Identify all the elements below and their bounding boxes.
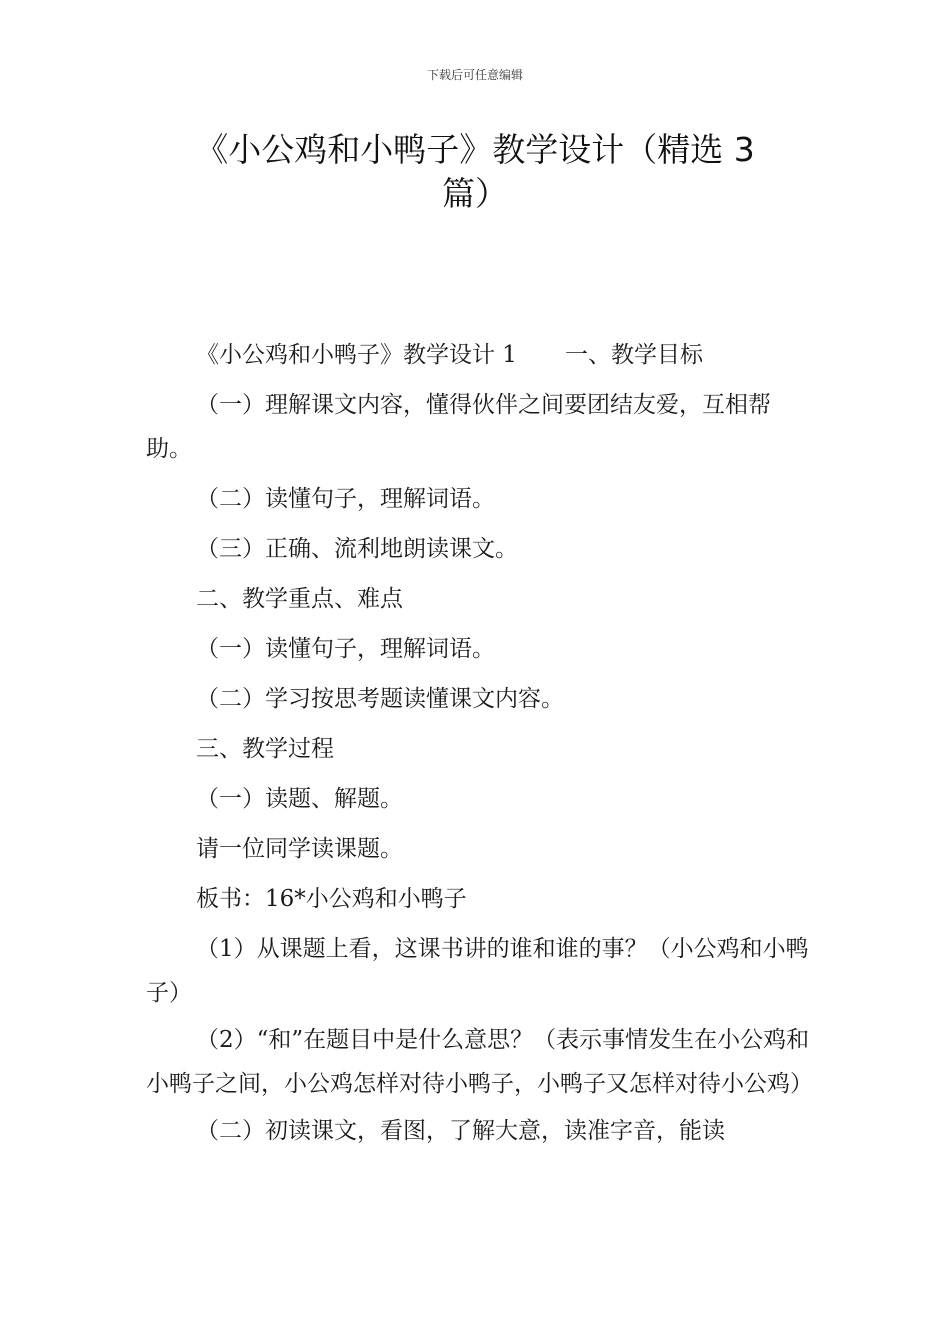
section-heading: 一、教学目标: [564, 342, 703, 368]
title-line-1: 《小公鸡和小鸭子》教学设计（精选 3: [195, 130, 755, 169]
document-body: [146, 330, 813, 1156]
section-heading: 三、教学过程: [196, 736, 334, 762]
paragraph: （1）从课题上看，这课书讲的谁和谁的事？（小公鸡和小鸭子）: [146, 936, 809, 1006]
paragraph: （二）读懂句子，理解词语。: [196, 486, 495, 512]
paragraph: （二）初读课文，看图，了解大意，读准字音，能读: [196, 1118, 725, 1144]
paragraph: （一）读题、解题。: [196, 786, 403, 812]
page-header: 下载后可任意编辑: [426, 68, 523, 82]
paragraph: （一）理解课文内容，懂得伙伴之间要团结友爱，互相帮助。: [146, 392, 771, 462]
document-title: [0, 128, 950, 216]
paragraph: [146, 330, 810, 380]
paragraph: （二）学习按思考题读懂课文内容。: [196, 686, 564, 712]
paragraph: （一）读懂句子，理解词语。: [196, 636, 495, 662]
section-heading: 《小公鸡和小鸭子》教学设计 1: [196, 342, 517, 368]
paragraph: （三）正确、流利地朗读课文。: [196, 536, 518, 562]
section-heading: 二、教学重点、难点: [196, 586, 403, 612]
paragraph: （2）“和”在题目中是什么意思？（表示事情发生在小公鸡和小鸭子之间，小公鸡怎样对待小鸭子，小鸭子又怎样对待小公鸡）: [146, 1027, 813, 1097]
paragraph: 请一位同学读课题。: [196, 836, 403, 862]
title-line-2: 篇）: [442, 174, 508, 213]
paragraph: 板书：16*小公鸡和小鸭子: [196, 886, 467, 912]
